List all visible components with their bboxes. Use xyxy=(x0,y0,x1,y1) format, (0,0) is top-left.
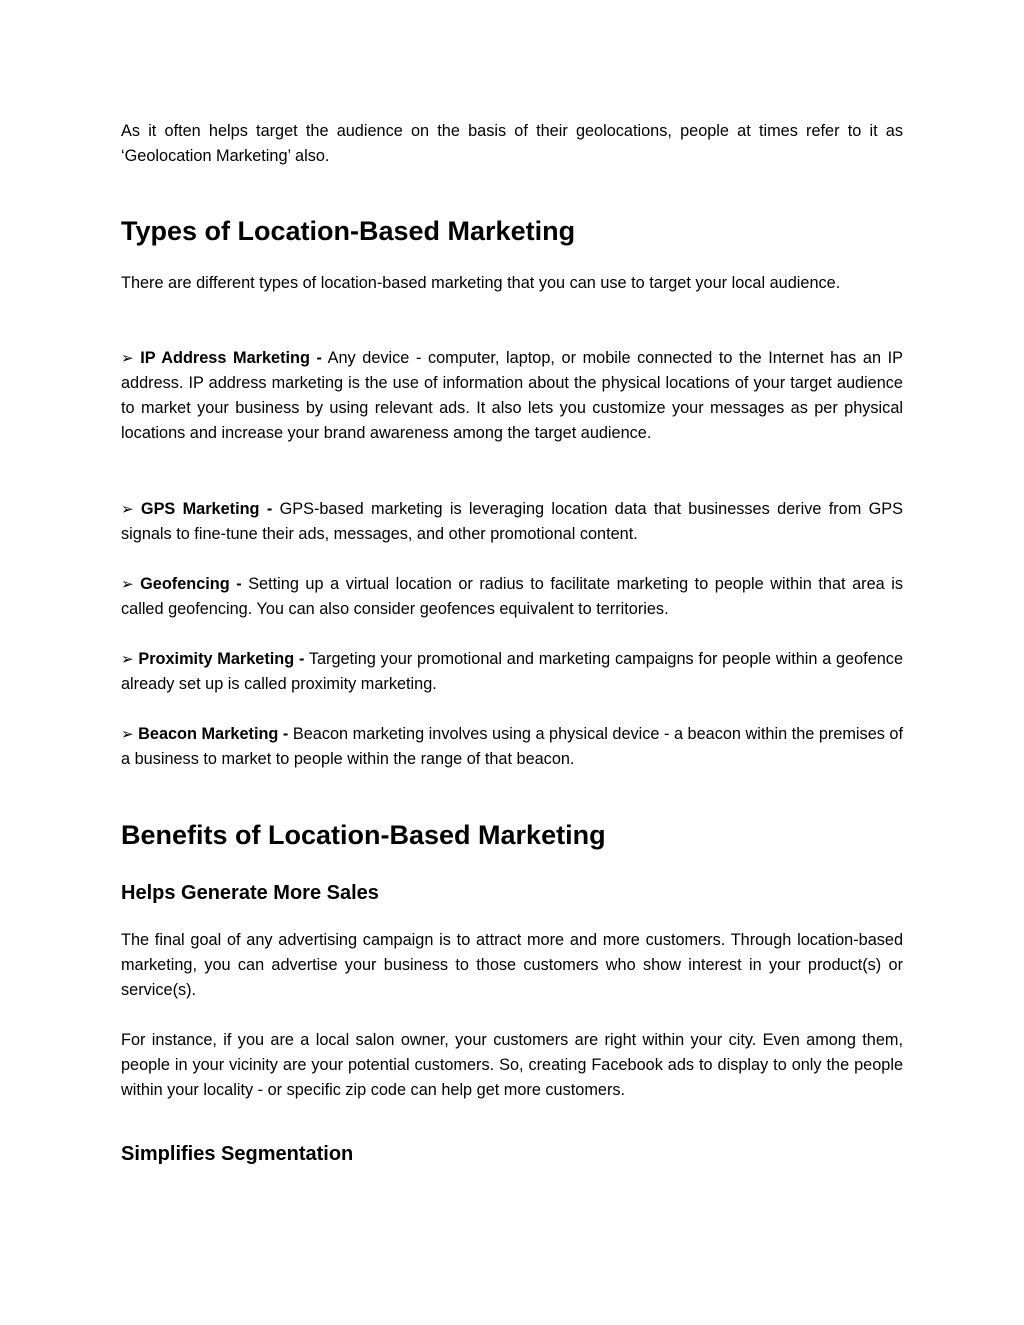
benefits-heading: Benefits of Location-Based Marketing xyxy=(121,820,606,850)
bullet-item-beacon-marketing xyxy=(121,722,903,772)
types-intro-paragraph: There are different types of location-based marketing that you can use to target your local audience. xyxy=(121,274,841,292)
bullet-item-gps-marketing xyxy=(121,497,903,547)
intro-paragraph: As it often helps target the audience on the basis of their geolocations, people at times refer to it as ‘Geolocation Marketing’ also. xyxy=(121,122,903,165)
subheading-sales: Helps Generate More Sales xyxy=(121,882,379,904)
bullet-item-geofencing xyxy=(121,572,903,622)
bullet-term: Geofencing - xyxy=(140,575,242,593)
sales-paragraph-1: The final goal of any advertising campaign is to attract more and more customers. Through location-based marketing, you can advertise your business to those customers who show interest in your product(s) or service(s). xyxy=(121,931,903,999)
bullet-term: IP Address Marketing - xyxy=(140,349,322,367)
arrow-bullet-icon: ➢ xyxy=(121,725,134,743)
bullet-term: Beacon Marketing - xyxy=(138,725,289,743)
arrow-bullet-icon: ➢ xyxy=(121,500,134,518)
bullet-term: Proximity Marketing - xyxy=(138,650,305,668)
subheading-segmentation: Simplifies Segmentation xyxy=(121,1143,354,1165)
bullet-item-proximity-marketing xyxy=(121,647,903,697)
bullet-text: Any device - computer, laptop, or mobile connected to the Internet has an IP address. IP address marketing is the use of information about the physical locations of your target audience to market your business by using relevant ads. It also lets you customize your messages as per physical locations and increase your brand awareness among the target audience. xyxy=(121,349,904,442)
bullet-text: GPS-based marketing is leveraging location data that businesses derive from GPS signals to fine-tune their ads, messages, and other promotional content. xyxy=(121,500,903,543)
types-heading: Types of Location-Based Marketing xyxy=(121,216,576,246)
arrow-bullet-icon: ➢ xyxy=(121,650,134,668)
bullet-text: Setting up a virtual location or radius to facilitate marketing to people within that area is called geofencing. You can also consider geofences equivalent to territories. xyxy=(121,575,903,618)
sales-paragraph-2: For instance, if you are a local salon owner, your customers are right within your city. Even among them, people in your vicinity are your potential customers. So, creating Facebook ads to display to only the people within your locality - or specific zip code can help get more customers. xyxy=(121,1031,903,1099)
bullet-text: Targeting your promotional and marketing campaigns for people within a geofence already set up is called proximity marketing. xyxy=(121,650,903,693)
arrow-bullet-icon: ➢ xyxy=(121,349,134,367)
arrow-bullet-icon: ➢ xyxy=(121,575,134,593)
bullet-text: Beacon marketing involves using a physical device - a beacon within the premises of a business to market to people within the range of that beacon. xyxy=(121,725,904,768)
bullet-item-ip-address-marketing xyxy=(121,346,903,446)
bullet-term: GPS Marketing - xyxy=(140,500,273,518)
